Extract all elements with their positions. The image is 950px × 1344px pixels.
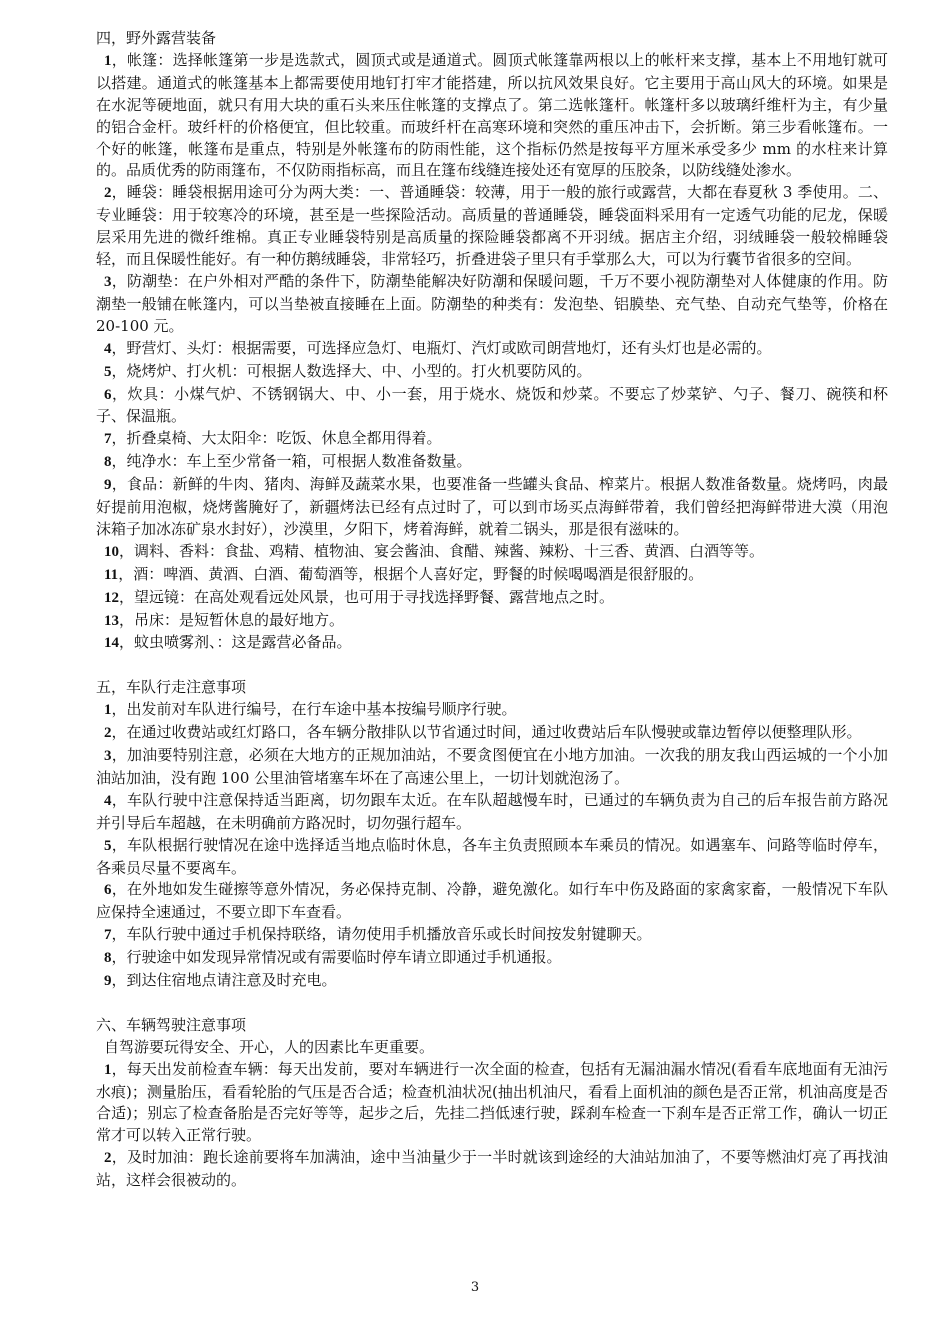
item-text: ，望远镜：在高处观看远处风景，也可用于寻找选择野餐、露营地点之时。 — [119, 587, 615, 606]
item-number: 1 — [104, 1061, 112, 1078]
section-gap — [96, 993, 888, 1015]
item-number: 8 — [104, 950, 112, 967]
list-item — [96, 879, 888, 924]
item-text: ，调料、香料：食盐、鸡精、植物油、宴会酱油、食醋、辣酱、辣粉、十三香、黄酒、白酒等等。 — [119, 541, 765, 560]
item-text: ，车队根据行驶情况在途中选择适当地点临时休息，各车主负责照顾本车乘员的情况。如遇塞车、问路等临时停车，各乘员尽量不要离车。 — [96, 835, 888, 877]
item-text: ，帐篷：选择帐篷第一步是选款式，圆顶式或是通道式。圆顶式帐篷靠两根以上的帐杆来支撑，基本上不用地钉就可以搭建。通道式的帐篷基本上都需要使用地钉打牢才能搭建，所以抗风效果良好。它主要用于高山风大的环境。如果是在水泥等硬地面，就只有用大块的重石头来压住帐篷的支撑点了。第二选帐篷杆。帐篷杆多以玻璃纤维杆为主，有少量的铝合金杆。玻纤杆的价格便宜，但比较重。而玻纤杆在高寒环境和突然的重压冲击下，会折断。第三步看帐篷布。一个好的帐篷，帐篷布是重点，特别是外帐篷布的防雨性能，这个指标仍然是按每平方厘米承受多少 mm 的水柱来计算的。品质优秀的防雨篷布，不仅防雨指标高，而且在篷布线缝连接处还有宽厚的压胶条，以防线缝处渗水。 — [96, 50, 888, 180]
item-text: ，睡袋：睡袋根据用途可分为两大类：一、普通睡袋：较薄，用于一般的旅行或露营，大都在春夏秋 3 季使用。二、专业睡袋：用于较寒冷的环境，甚至是一些探险活动。高质量的普通睡袋，睡袋面料采用有一定透气功能的尼龙，保暖层采用先进的微纤维棉。真正专业睡袋特别是高质量的探险睡袋都离不开羽绒。据店主介绍，羽绒睡袋一般较棉睡袋轻，而且保暖性能好。有一种仿鹅绒睡袋，非常轻巧，折叠进袋子里只有手掌那么大，可以为行囊节省很多的空间。 — [96, 183, 888, 269]
item-text: ，防潮垫：在户外相对严酷的条件下，防潮垫能解决好防潮和保暖问题，千万不要小视防潮垫对人体健康的作用。防潮垫一般铺在帐篷内，可以当垫被直接睡在上面。防潮垫的种类有：发泡垫、铝膜垫、充气垫、自动充气垫等，价格在 20-100 元。 — [96, 271, 888, 335]
list-item — [96, 1147, 888, 1192]
list-item — [96, 610, 888, 633]
list-item — [96, 451, 888, 474]
item-number: 2 — [104, 1150, 112, 1167]
driving-items — [96, 1059, 888, 1192]
item-text: ，到达住宿地点请注意及时充电。 — [111, 971, 337, 990]
item-text: ，在外地如发生碰擦等意外情况，务必保持克制、冷静，避免激化。如行车中伤及路面的家禽家畜，一般情况下车队应保持全速通过，不要立即下车查看。 — [96, 880, 888, 922]
list-item — [96, 835, 888, 880]
item-text: ，酒：啤酒、黄酒、白酒、葡萄酒等，根据个人喜好定，野餐的时候喝喝酒是很舒服的。 — [118, 564, 704, 583]
convoy-items — [96, 699, 888, 993]
item-text: ，野营灯、头灯：根据需要，可选择应急灯、电瓶灯、汽灯或欧司朗营地灯，还有头灯也是必需的。 — [111, 338, 772, 357]
list-item — [96, 970, 888, 993]
list-item — [96, 428, 888, 451]
item-number: 11 — [104, 566, 119, 583]
list-item — [96, 182, 888, 271]
list-item — [96, 474, 888, 541]
list-item — [96, 50, 888, 182]
list-item — [96, 947, 888, 970]
list-item — [96, 632, 888, 655]
item-number: 9 — [104, 477, 112, 494]
item-text: ，每天出发前检查车辆：每天出发前，要对车辆进行一次全面的检查，包括有无漏油漏水情况(看看车底地面有无油污水痕)；测量胎压，看看轮胎的气压是否合适；检查机油状况(抽出机油尺，看看上面机油的颜色是否正常，机油高度是否合适)；别忘了检查备胎是否完好等等，起步之后，先挂二挡低速行驶，踩刹车检查一下刹车是否正常工作，确认一切正常才可以转入正常行驶。 — [96, 1059, 888, 1145]
item-number: 7 — [104, 431, 112, 448]
camping-items — [96, 50, 888, 655]
list-item — [96, 384, 888, 429]
item-number: 4 — [104, 340, 112, 357]
list-item — [96, 587, 888, 610]
item-text: ，及时加油：跑长途前要将车加满油，途中当油量少于一半时就该到途经的大油站加油了，不要等燃油灯亮了再找油站，这样会很被动的。 — [96, 1148, 888, 1190]
item-number: 9 — [104, 973, 112, 990]
list-item — [96, 271, 888, 338]
list-item — [96, 1059, 888, 1148]
item-text: ，纯净水：车上至少常备一箱，可根据人数准备数量。 — [111, 452, 472, 471]
item-number: 10 — [104, 543, 119, 560]
item-number: 1 — [104, 702, 112, 719]
list-item — [96, 361, 888, 384]
item-number: 2 — [104, 185, 112, 202]
section-title-camping: 四，野外露营装备 — [96, 29, 217, 47]
item-text: ，折叠桌椅、大太阳伞：吃饭、休息全都用得着。 — [111, 429, 442, 448]
item-text: ，车队行驶中注意保持适当距离，切勿跟车太近。在车队超越慢车时，已通过的车辆负责为自己的后车报告前方路况并引导后车超越，在未明确前方路况时，切勿强行超车。 — [96, 790, 888, 832]
page-number: 3 — [470, 1280, 480, 1295]
section-gap — [96, 655, 888, 677]
item-text: ，行驶途中如发现异常情况或有需要临时停车请立即通过手机通报。 — [111, 948, 562, 967]
list-item — [96, 699, 888, 722]
document-body — [96, 28, 888, 1192]
item-number: 5 — [104, 837, 112, 854]
list-item — [96, 541, 888, 564]
item-number: 2 — [104, 725, 112, 742]
item-number: 14 — [104, 635, 119, 652]
section-title-convoy: 五，车队行走注意事项 — [96, 678, 247, 697]
item-text: ，烧烤炉、打火机：可根据人数选择大、中、小型的。打火机要防风的。 — [111, 361, 592, 380]
list-item — [96, 790, 888, 835]
item-text: ，吊床：是短暂休息的最好地方。 — [119, 610, 345, 629]
item-number: 12 — [104, 589, 119, 606]
item-number: 3 — [104, 747, 112, 764]
item-number: 6 — [104, 386, 112, 403]
item-number: 8 — [104, 454, 112, 471]
item-number: 6 — [104, 882, 112, 899]
item-number: 7 — [104, 927, 112, 944]
item-text: ，在通过收费站或红灯路口，各车辆分散排队以节省通过时间，通过收费站后车队慢驶或靠边暂停以便整理队形。 — [111, 723, 862, 742]
item-text: ，食品：新鲜的牛肉、猪肉、海鲜及蔬菜水果，也要准备一些罐头食品、榨菜片。根据人数准备数量。烧烤吗，肉最好提前用泡椒，烧烤酱腌好了，新疆烤法已经有点过时了，可以到市场买点海鲜带着，我们曾经把海鲜带进大漠（用泡沫箱子加冰冻矿泉水封好），沙漠里，夕阳下，烤着海鲜，就着二锅头，那是很有滋味的。 — [96, 475, 888, 538]
item-number: 3 — [104, 273, 112, 290]
item-number: 13 — [104, 612, 119, 629]
list-item — [96, 564, 888, 587]
list-item — [96, 338, 888, 361]
list-item — [96, 745, 888, 790]
item-text: ，炊具：小煤气炉、不锈钢锅大、中、小一套，用于烧水、烧饭和炒菜。不要忘了炒菜铲、勺子、餐刀、碗筷和杯子、保温瓶。 — [96, 384, 888, 426]
item-number: 5 — [104, 363, 112, 380]
section-intro-driving: 自驾游要玩得安全、开心，人的因素比车更重要。 — [104, 1037, 435, 1056]
item-text: ，出发前对车队进行编号，在行车途中基本按编号顺序行驶。 — [111, 700, 517, 719]
list-item — [96, 924, 888, 947]
list-item — [96, 722, 888, 745]
item-number: 1 — [104, 52, 112, 69]
section-title-driving: 六、车辆驾驶注意事项 — [96, 1015, 247, 1034]
item-text: ，加油要特别注意，必须在大地方的正规加油站，不要贪图便宜在小地方加油。一次我的朋友我山西运城的一个小加油站加油，没有跑 100 公里油管堵塞车坏在了高速公里上，一切计划就泡汤了。 — [96, 745, 888, 787]
item-text: ，蚊虫喷雾剂、：这是露营必备品。 — [119, 633, 352, 652]
item-number: 4 — [104, 792, 112, 809]
item-text: ，车队行驶中通过手机保持联络，请勿使用手机播放音乐或长时间按发射键聊天。 — [111, 925, 652, 944]
